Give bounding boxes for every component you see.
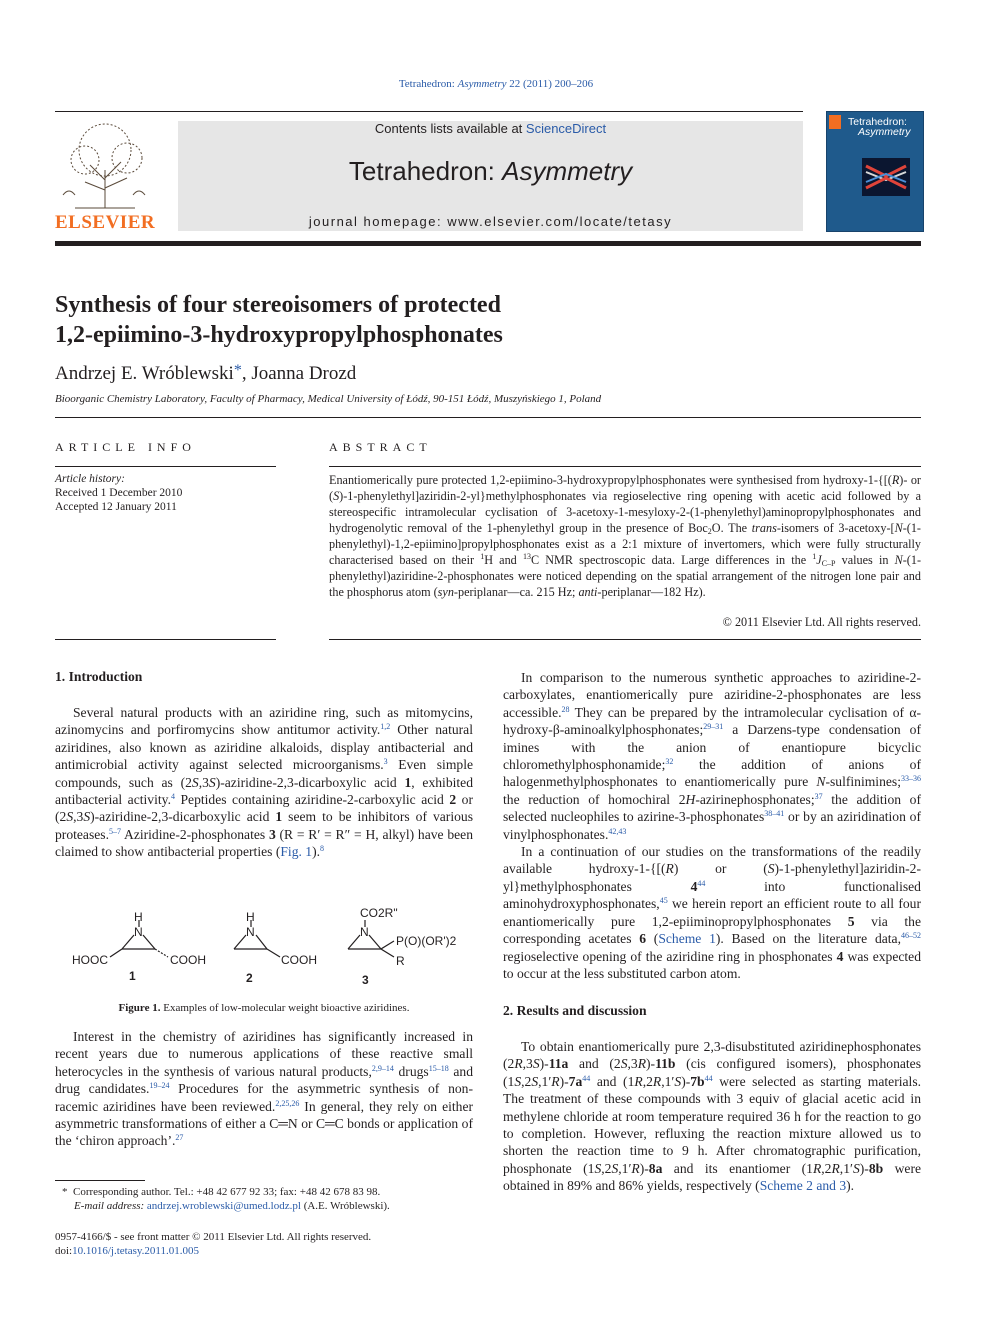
cover-title bbox=[848, 117, 922, 137]
abstract-text: Enantiomerically pure protected 1,2-epiimino-3-hydroxypropylphosphonates were synthesised from hydroxy-1-{[(R)- or (S)-1-phenylethyl]aziridin-2-yl}methylphosphonates via regioselective ring opening with acetic acid followed by a stereospecific intramolecular cyclisation of 3-acetoxy-1-mesyloxy-2-(1-phenylethyl)aminopropylphosphonates and hydrogenolytic removal of the 1-phenylethyl group in the presence of Boc$_2$O. The trans-isomers of 3-acetoxy-[N-(1-phenylethyl)-1,2-epiimino]propylphosphonates exist as a 2:1 mixture of invertomers, which were fully structurally characterised based on their $^1$H and $^{13}$C NMR spectroscopic data. Large differences in the $^1J_{C-P}$ values in N-(1-phenylethyl)aziridine-2-phosphonates were noticed depending on the spatial arrangement of the nitrogen lone pair and the phosphorus atom (syn-periplanar—ca. 215 Hz; anti-periplanar—182 Hz). bbox=[329, 473, 922, 599]
author-list bbox=[55, 362, 356, 385]
paper-title-line2: 1,2-epiimino-3-hydroxypropylphosphonates bbox=[55, 322, 503, 348]
figure-1-structures bbox=[70, 905, 470, 990]
fig1-co2r: CO2R" bbox=[360, 906, 398, 920]
figure-1-caption-label: Figure 1. bbox=[118, 1002, 161, 1014]
article-history bbox=[55, 472, 182, 514]
journal-title-italic: Asymmetry bbox=[502, 156, 633, 186]
header-top-rule bbox=[55, 111, 803, 112]
email-label: E-mail address: bbox=[74, 1200, 147, 1212]
affiliation-rule bbox=[55, 417, 921, 418]
footnote-corr-text: Corresponding author. Tel.: +48 42 677 92 33; fax: +48 42 678 83 98. bbox=[73, 1186, 381, 1198]
cover-graphic-icon bbox=[862, 158, 910, 196]
email-suffix: (A.E. Wróblewski). bbox=[300, 1200, 390, 1212]
fig1-h1: H bbox=[134, 910, 143, 924]
issn-line: 0957-4166/$ - see front matter © 2011 Elsevier Ltd. All rights reserved. bbox=[55, 1231, 372, 1243]
abstract-rule bbox=[329, 466, 921, 467]
accepted-date: Accepted 12 January 2011 bbox=[55, 501, 177, 513]
contents-prefix: Contents lists available at bbox=[374, 121, 526, 136]
issn-doi-block bbox=[55, 1230, 475, 1258]
intro-paragraph-1: Several natural products with an aziridine ring, such as mitomycins, azinomycins and porfiromycins show antitumor activity.$^{1,2}$ Other natural aziridines, also known as aziridine alkaloids, display antibacterial and antimicrobial activity against selected microorganisms.$^3$ Even simple compounds, such as (2S,3S)-aziridine-2,3-dicarboxylic acid 1, exhibited antibacterial activity.$^4$ Peptides containing aziridine-2-carboxylic acid 2 or (2S,3S)-aziridine-2,3-dicarboxylic acid 1 seem to be inhibitors of various proteases.$^{5-7}$ Aziridine-2-phosphonates 3 (R = R′ = R″ = H, alkyl) have been claimed to show antibacterial properties (Fig. 1).$^8$ bbox=[55, 705, 474, 860]
fig1-hooc: HOOC bbox=[72, 953, 108, 967]
journal-title-main: Tetrahedron: bbox=[348, 156, 503, 186]
fig1-cooh1: COOH bbox=[170, 953, 206, 967]
elsevier-tree-icon bbox=[55, 120, 155, 210]
article-info-heading: ARTICLE INFO bbox=[55, 440, 196, 454]
intro-paragraph-3: In comparison to the numerous synthetic approaches to aziridine-2-carboxylates, enantiomerically pure aziridine-2-phosphonates are less accessible.$^{28}$ They can be prepared by the intramolecular cyclisation of α-hydroxy-β-aminoalkylphosphonates;$^{29-31}$ a Darzens-type condensation of imines with the anion of enantiopure bicyclic chloromethylphosphonamide;$^{32}$ the addition of anions of halogenmethylphosphonates to enantiomerically pure N-sulfinimines;$^{33-36}$ the reduction of homochiral 2H-azirinephosphonates;$^{37}$ the addition of selected nucleophiles to azirine-3-phosphonates$^{38-41}$ or by an aziridination of vinylphosphonates.$^{42,43}$ In a continuation of our studies on the transformations of the readily available hydroxy-1-{[(R) or (S)-1-phenylethyl]aziridin-2-yl}methylphosphonates $4^{44}$ into functionalised aminohydroxyphosphonates,$^{45}$ we herein report an efficient route to all four enantiomerically pure 1,2-epiiminopropylphosphonates 5 via the corresponding acetates 6 (Scheme 1). Based on the literature data,$^{46-52}$ regioselective opening of the aziridine ring in phosphonates 4 was expected to occur at the less substituted carbon atom. bbox=[503, 670, 922, 981]
journal-ref-suffix: 22 (2011) 200–206 bbox=[506, 78, 594, 90]
section-results-heading: 2. Results and discussion bbox=[503, 1003, 647, 1018]
abstract-copyright: © 2011 Elsevier Ltd. All rights reserved. bbox=[722, 615, 921, 629]
author-separator: , bbox=[241, 363, 252, 384]
corresponding-author-mark[interactable]: * bbox=[233, 362, 242, 379]
history-label: Article history: bbox=[55, 473, 125, 485]
footnote-rule bbox=[55, 1180, 145, 1181]
corresponding-author-footnote bbox=[62, 1185, 472, 1213]
doi-link[interactable]: 10.1016/j.tetasy.2011.01.005 bbox=[72, 1245, 200, 1257]
elsevier-logo-text: ELSEVIER bbox=[55, 212, 156, 233]
article-info-bottom-rule bbox=[55, 639, 276, 640]
contents-line bbox=[178, 121, 803, 136]
fig1-cooh2: COOH bbox=[281, 953, 317, 967]
cover-title-line1: Tetrahedron: bbox=[848, 116, 907, 128]
fig1-compound-2: 2 bbox=[246, 971, 253, 985]
fig1-po: P(O)(OR')2 bbox=[396, 934, 457, 948]
abstract-bottom-rule bbox=[329, 639, 921, 640]
email-link[interactable]: andrzej.wroblewski@umed.lodz.pl bbox=[146, 1200, 301, 1212]
fig1-n2: N bbox=[246, 925, 255, 939]
fig1-compound-1: 1 bbox=[129, 969, 136, 983]
author-2: Joanna Drozd bbox=[251, 363, 357, 384]
abstract-heading: ABSTRACT bbox=[329, 440, 432, 454]
journal-ref-prefix: Tetrahedron: bbox=[398, 78, 458, 90]
header-bottom-rule bbox=[55, 241, 921, 246]
author-1: Andrzej E. Wróblewski bbox=[55, 363, 234, 384]
figure-1-caption bbox=[55, 1002, 473, 1014]
fig1-n1: N bbox=[134, 925, 143, 939]
paper-title bbox=[55, 290, 755, 350]
fig1-r3: R bbox=[396, 954, 405, 968]
section-introduction-heading: 1. Introduction bbox=[55, 669, 143, 684]
received-date: Received 1 December 2010 bbox=[55, 487, 183, 499]
footnote-corr-mark: * bbox=[62, 1186, 68, 1198]
results-paragraph-1: To obtain enantiomerically pure 2,3-disubstituted aziridinephosphonates (2R,3S)-11a and (2S,3R)-11b (cis configured isomers), phosphonates $(1S,2S,1'R)-7a^{44}$ and $(1R,2R,1'S)-7b^{44}$ were selected as starting materials. The treatment of these compounds with 3 equiv of glacial acetic acid in methylene chloride at room temperature required 36 h for the reaction to go to completion. However, refluxing the reaction mixture allowed us to shorten the reaction time to 9 h. After chromatographic purification, phosphonate (1S,2S,1′R)-8a and its enantiomer (1R,2R,1′S)-8b were obtained in 89% and 86% yields, respectively (Scheme 2 and 3). bbox=[503, 1039, 922, 1194]
fig1-h2: H bbox=[246, 910, 255, 924]
journal-ref-italic: Asymmetry bbox=[457, 78, 507, 90]
fig1-n3: N bbox=[360, 925, 369, 939]
affiliation: Bioorganic Chemistry Laboratory, Faculty of Pharmacy, Medical University of Łódź, 90-151 Łódź, Muszyńskiego 1, Poland bbox=[55, 393, 602, 405]
journal-homepage[interactable]: journal homepage: www.elsevier.com/locate/tetasy bbox=[308, 214, 673, 229]
fig1-compound-3: 3 bbox=[362, 973, 369, 987]
figure-1-caption-text: Examples of low-molecular weight bioactive aziridines. bbox=[160, 1002, 410, 1014]
journal-reference[interactable] bbox=[0, 78, 992, 90]
intro-paragraph-2: Interest in the chemistry of aziridines has significantly increased in recent years due to numerous applications of these reactive small heterocycles in the synthesis of various natural products,$^{2,9-14}$ drugs$^{15-18}$ and drug candidates.$^{19-24}$ Procedures for the asymmetric synthesis of non-racemic aziridines have been reviewed.$^{2,25,26}$ In general, they rely on either asymmetric transformations of either a C═N or C═C bonds or application of the ‘chiron approach’.$^{27}$ bbox=[55, 1029, 474, 1149]
article-info-rule bbox=[55, 466, 276, 467]
cover-logo-icon bbox=[829, 115, 841, 129]
doi-prefix: doi: bbox=[55, 1245, 73, 1257]
journal-title bbox=[178, 156, 803, 187]
cover-title-line2: Asymmetry bbox=[858, 126, 911, 138]
sciencedirect-link[interactable]: ScienceDirect bbox=[525, 121, 607, 136]
paper-title-line1: Synthesis of four stereoisomers of protected bbox=[55, 292, 501, 318]
